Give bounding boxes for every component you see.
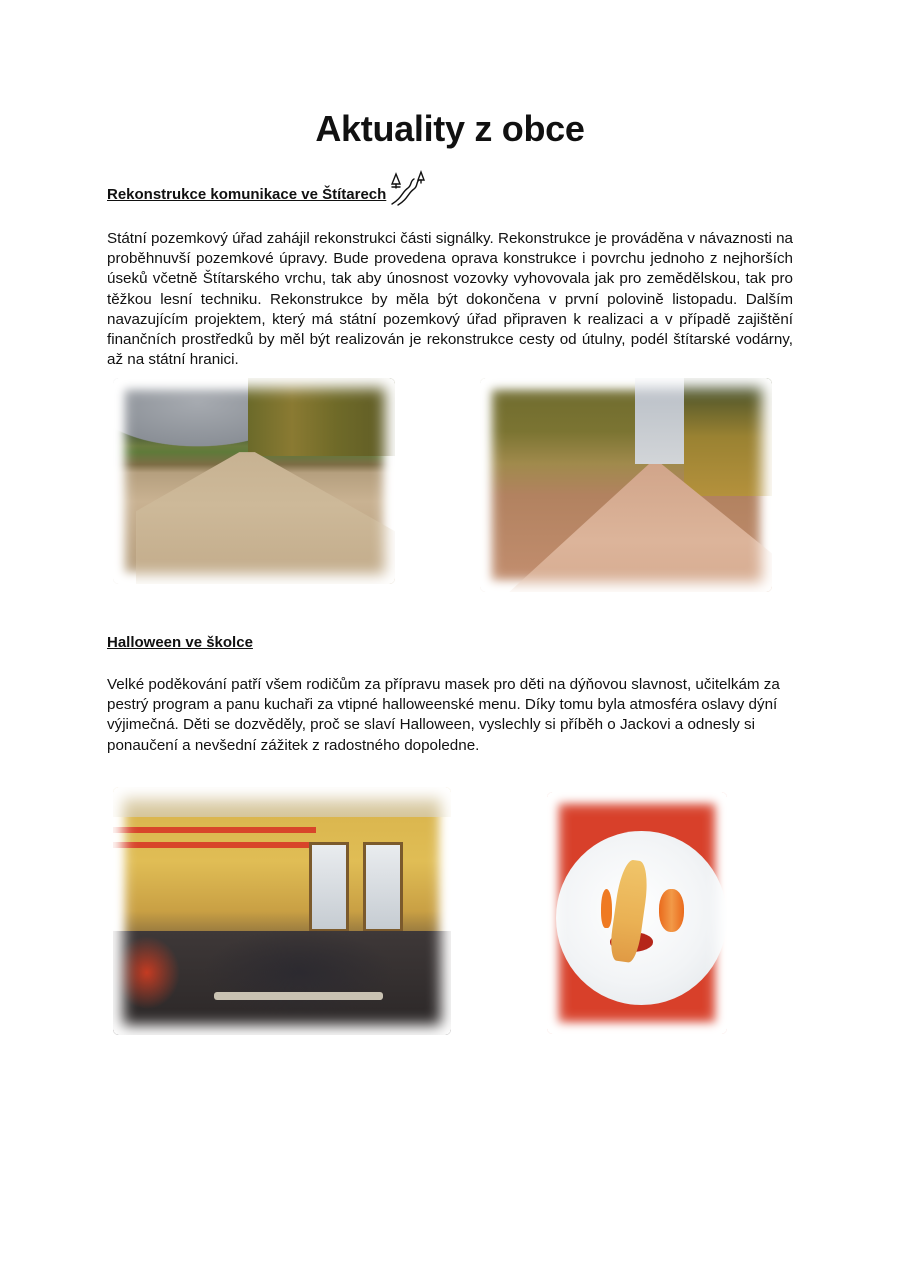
photo-plate [556,831,727,1005]
photo-table [214,992,383,1000]
photo-kindergarten-classroom [113,787,451,1035]
photo-sky [635,378,699,464]
section-body-road-reconstruction: Státní pozemkový úřad zahájil rekonstrukci části signálky. Rekonstrukce je prováděna v návaznosti na proběhnuvší pozemkové úpravy. Bude provedena oprava konstrukce i povrchu jednoho z nejhorších úseků včetně Štítarského vrchu, tak aby únosnost vozovky vyhovovala jak pro zemědělskou, tak pro těžkou lesní techniku. Rekonstrukce by měla být dokončena v první polovině listopadu. Dalším navazujícím projektem, který má státní pozemkový úřad připraven k realizaci a v případě zajištění finančních prostředků by měl být realizován je rekonstrukce cesty od útulny, podél štítarské vodárny, až na státní hranici. [107,230,793,369]
section-body-halloween: Velké poděkování patří všem rodičům za přípravu masek pro děti na dýňovou slavnost, učitelkám za pestrý program a panu kuchaři za vtipné halloweenské menu. Díky tomu byla atmosféra oslavy dýní výjimečná. Děti se dozvěděly, proč se slaví Halloween, vyslechly si příběh o Jackovi a odnesly si ponaučení a nevšední zážitek z radostného dopoledne. [107,676,780,754]
photo-wall-stripe [113,842,316,848]
photo-forest-road [480,378,772,592]
section-heading-road-reconstruction: Rekonstrukce komunikace ve Štítarech [107,186,387,203]
winding-road-with-trees-icon [388,170,428,206]
photo-ceiling [113,787,451,817]
photo-window [309,842,349,932]
photo-road-surface [480,464,772,592]
photo-road-field [113,378,395,584]
photo-road-surface [136,452,395,584]
photo-wall-stripe [113,827,316,833]
photo-trees [684,378,772,496]
photo-children [113,931,451,1035]
photo-window [363,842,403,932]
page-title: Aktuality z obce [315,108,585,149]
photo-trees [248,378,395,456]
photo-finger-food [608,858,651,963]
section-heading-halloween: Halloween ve školce [107,634,253,651]
photo-halloween-food [547,792,727,1034]
photo-sauce [610,932,653,951]
photo-carrot [659,889,684,933]
photo-carrot [601,889,612,928]
